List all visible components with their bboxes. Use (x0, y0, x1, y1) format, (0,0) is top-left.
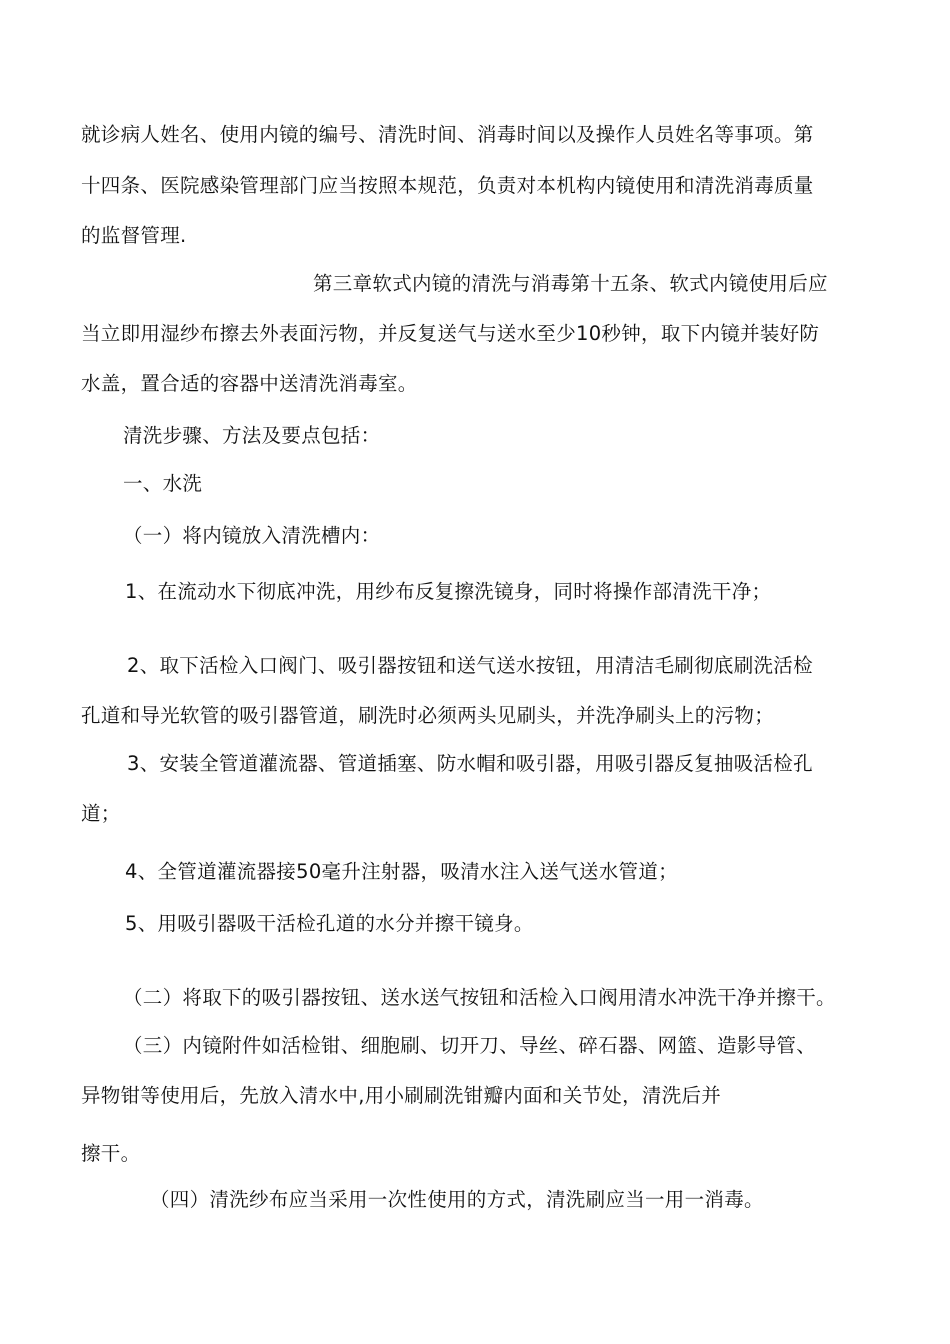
section-water-wash: 一、水洗 (123, 472, 203, 495)
subsection-3-line-2: 异物钳等使用后，先放入清水中,用小刷刷洗钳瓣内面和关节处，清洗后并 (81, 1084, 722, 1107)
text-line-3: 的监督管理. (81, 224, 187, 247)
subsection-3-line-3: 擦干。 (81, 1142, 141, 1165)
steps-intro: 清洗步骤、方法及要点包括： (123, 424, 381, 447)
text-line-1: 就诊病人姓名、使用内镜的编号、清洗时间、消毒时间以及操作人员姓名等事项。第 (81, 123, 814, 146)
step-1: 1、在流动水下彻底冲洗，用纱布反复擦洗镜身，同时将操作部清洗干净； (125, 580, 772, 603)
step-3-line-1: 3、安装全管道灌流器、管道插塞、防水帽和吸引器，用吸引器反复抽吸活检孔 (127, 752, 813, 775)
step-2-line-2: 孔道和导光软管的吸引器管道，刷洗时必须两头见刷头，并洗净刷头上的污物； (81, 704, 775, 727)
step-2-line-1: 2、取下活检入口阀门、吸引器按钮和送气送水按钮，用清洁毛刷彻底刷洗活检 (127, 654, 813, 677)
chapter-heading-line: 第三章软式内镜的清洗与消毒第十五条、软式内镜使用后应 (313, 272, 828, 295)
subsection-1: （一）将内镜放入清洗槽内： (123, 524, 381, 547)
subsection-3-line-1: （三）内镜附件如活检钳、细胞刷、切开刀、导丝、碎石器、网篮、造影导管、 (123, 1034, 817, 1057)
subsection-4: （四）清洗纱布应当采用一次性使用的方式，清洗刷应当一用一消毒。 (150, 1188, 764, 1211)
text-line-6: 水盖，置合适的容器中送清洗消毒室。 (81, 372, 418, 395)
text-line-5: 当立即用湿纱布擦去外表面污物，并反复送气与送水至少10秒钟，取下内镜并装好防 (81, 322, 820, 345)
subsection-2: （二）将取下的吸引器按钮、送水送气按钮和活检入口阀用清水冲洗干净并擦干。 (123, 986, 836, 1009)
step-3-line-2: 道； (81, 802, 121, 825)
text-line-2: 十四条、医院感染管理部门应当按照本规范，负责对本机构内镜使用和清洗消毒质量 (81, 174, 814, 197)
step-4: 4、全管道灌流器接50毫升注射器，吸清水注入送气送水管道； (125, 860, 678, 883)
step-5: 5、用吸引器吸干活检孔道的水分并擦干镜身。 (125, 912, 534, 935)
